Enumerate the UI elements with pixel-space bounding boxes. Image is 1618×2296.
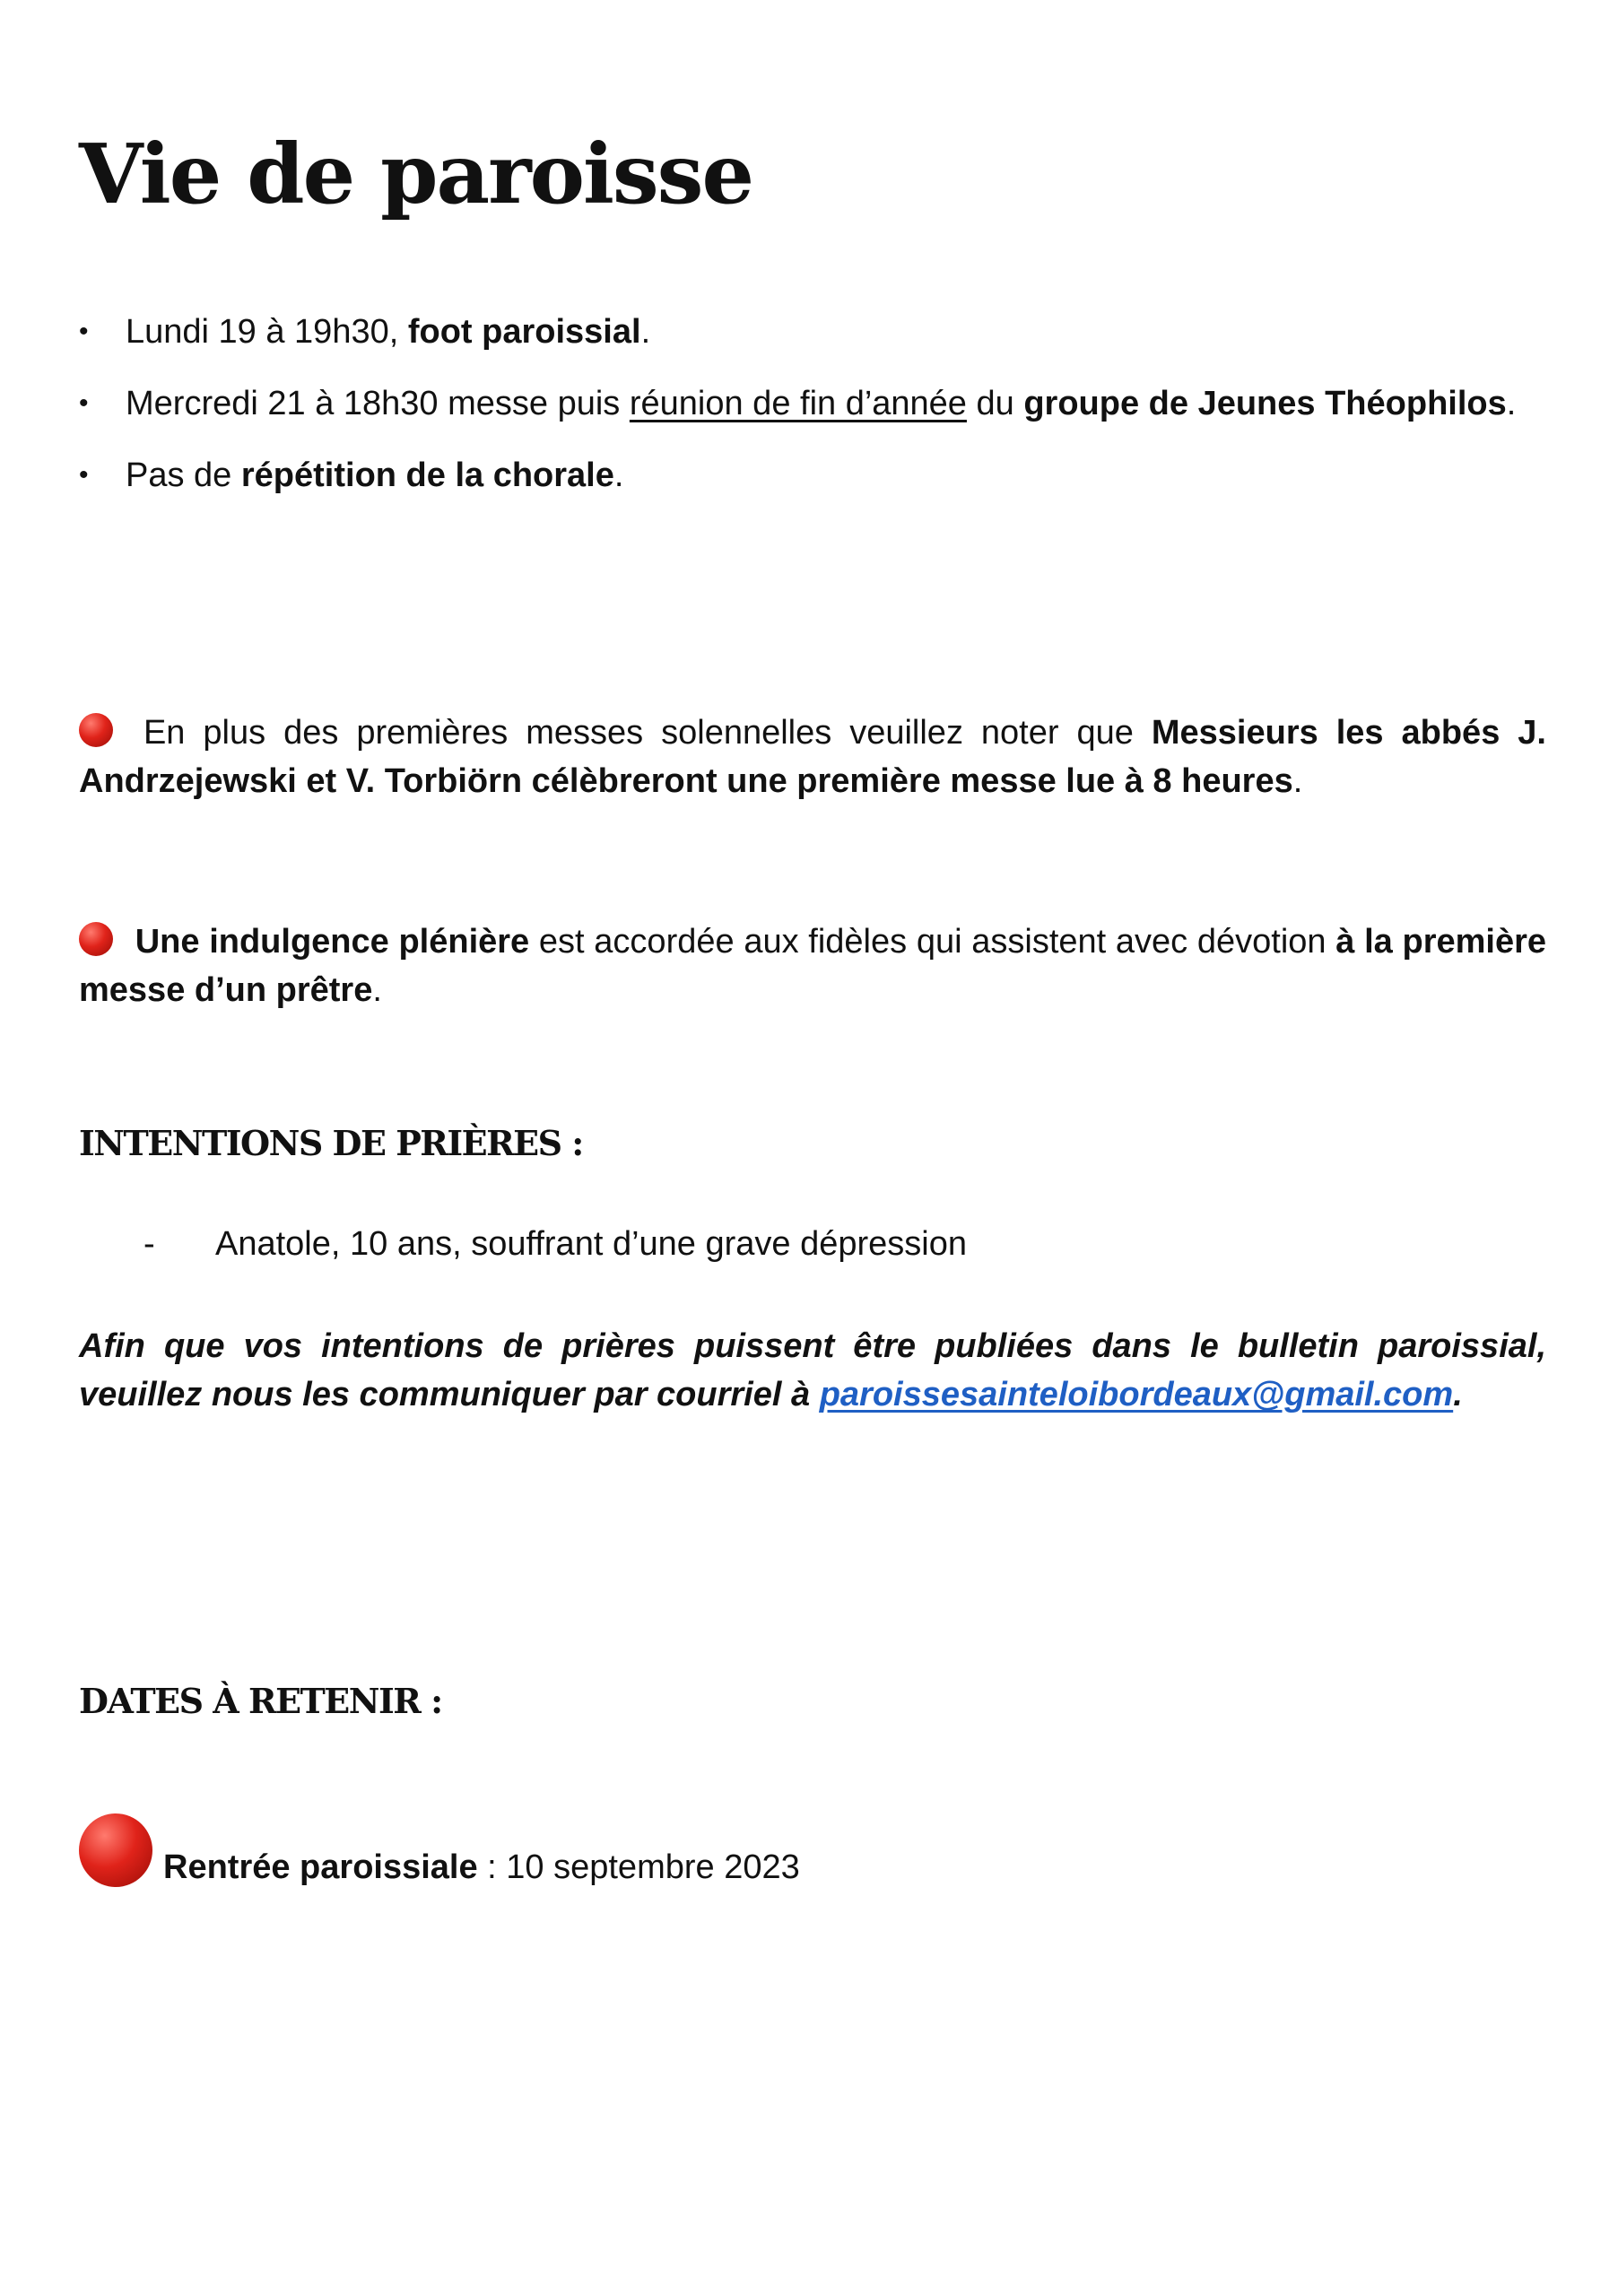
- note-end: .: [1453, 1376, 1463, 1413]
- date-label: Rentrée paroissiale: [163, 1848, 478, 1886]
- page-title: Vie de paroisse: [79, 126, 753, 222]
- item-underlined: réunion de fin d’année: [629, 385, 967, 422]
- item-text: Mercredi 21 à 18h30 messe puis: [126, 385, 630, 422]
- item-end: .: [640, 313, 651, 351]
- bullet-icon: •: [79, 460, 89, 490]
- item-text: du: [966, 385, 1024, 422]
- intentions-note: [79, 1322, 1546, 1419]
- note-text: Afin que vos intentions de prières puissent être publiées dans le bulletin paroissial, veuillez nous les communiquer par courriel à: [79, 1327, 1546, 1413]
- notice-bold: Une indulgence plénière: [126, 923, 530, 961]
- item-text: Pas de: [126, 457, 241, 494]
- item-end: .: [1506, 385, 1517, 422]
- notice-text: est accordée aux fidèles qui assistent avec dévotion: [529, 923, 1336, 961]
- bullet-icon: •: [79, 317, 89, 346]
- item-bold: groupe de Jeunes Théophilos: [1023, 385, 1507, 422]
- notice-bold: à la première messe d’un prêtre: [79, 923, 1547, 1009]
- notice-text: En plus des premières messes solennelles veuillez noter que: [126, 714, 1152, 752]
- bullet-icon: •: [79, 388, 89, 418]
- red-circle-icon: [79, 1813, 152, 1887]
- dates-heading: DATES À RETENIR :: [79, 1681, 442, 1721]
- item-text: Lundi 19 à 19h30,: [126, 313, 408, 351]
- notice-end: .: [372, 971, 382, 1009]
- date-value: : 10 septembre 2023: [477, 1848, 800, 1886]
- item-bold: répétition de la chorale: [240, 457, 614, 494]
- dash-marker: -: [144, 1225, 155, 1263]
- red-circle-icon: [79, 922, 113, 956]
- intention-item: [144, 1220, 967, 1268]
- notice-bold: Messieurs les abbés J. Andrzejewski et V. Torbiörn célèbreront une première messe lue à 8 heures: [79, 714, 1546, 800]
- red-circle-icon: [79, 713, 113, 747]
- intention-text: Anatole, 10 ans, souffrant d’une grave dépression: [215, 1225, 967, 1263]
- notice-first-masses: [79, 709, 1546, 805]
- notice-end: .: [1292, 762, 1303, 800]
- list-item: [79, 368, 1546, 439]
- list-item: [79, 296, 1546, 368]
- date-item: [79, 1813, 1546, 1908]
- item-bold: foot paroissial: [407, 313, 641, 351]
- announcement-list: [79, 296, 1546, 511]
- list-item: [79, 439, 1546, 511]
- notice-indulgence: [79, 918, 1546, 1014]
- intentions-heading: INTENTIONS DE PRIÈRES :: [79, 1123, 583, 1163]
- item-end: .: [613, 457, 624, 494]
- email-link[interactable]: paroissesainteloibordeaux@gmail.com: [819, 1376, 1454, 1413]
